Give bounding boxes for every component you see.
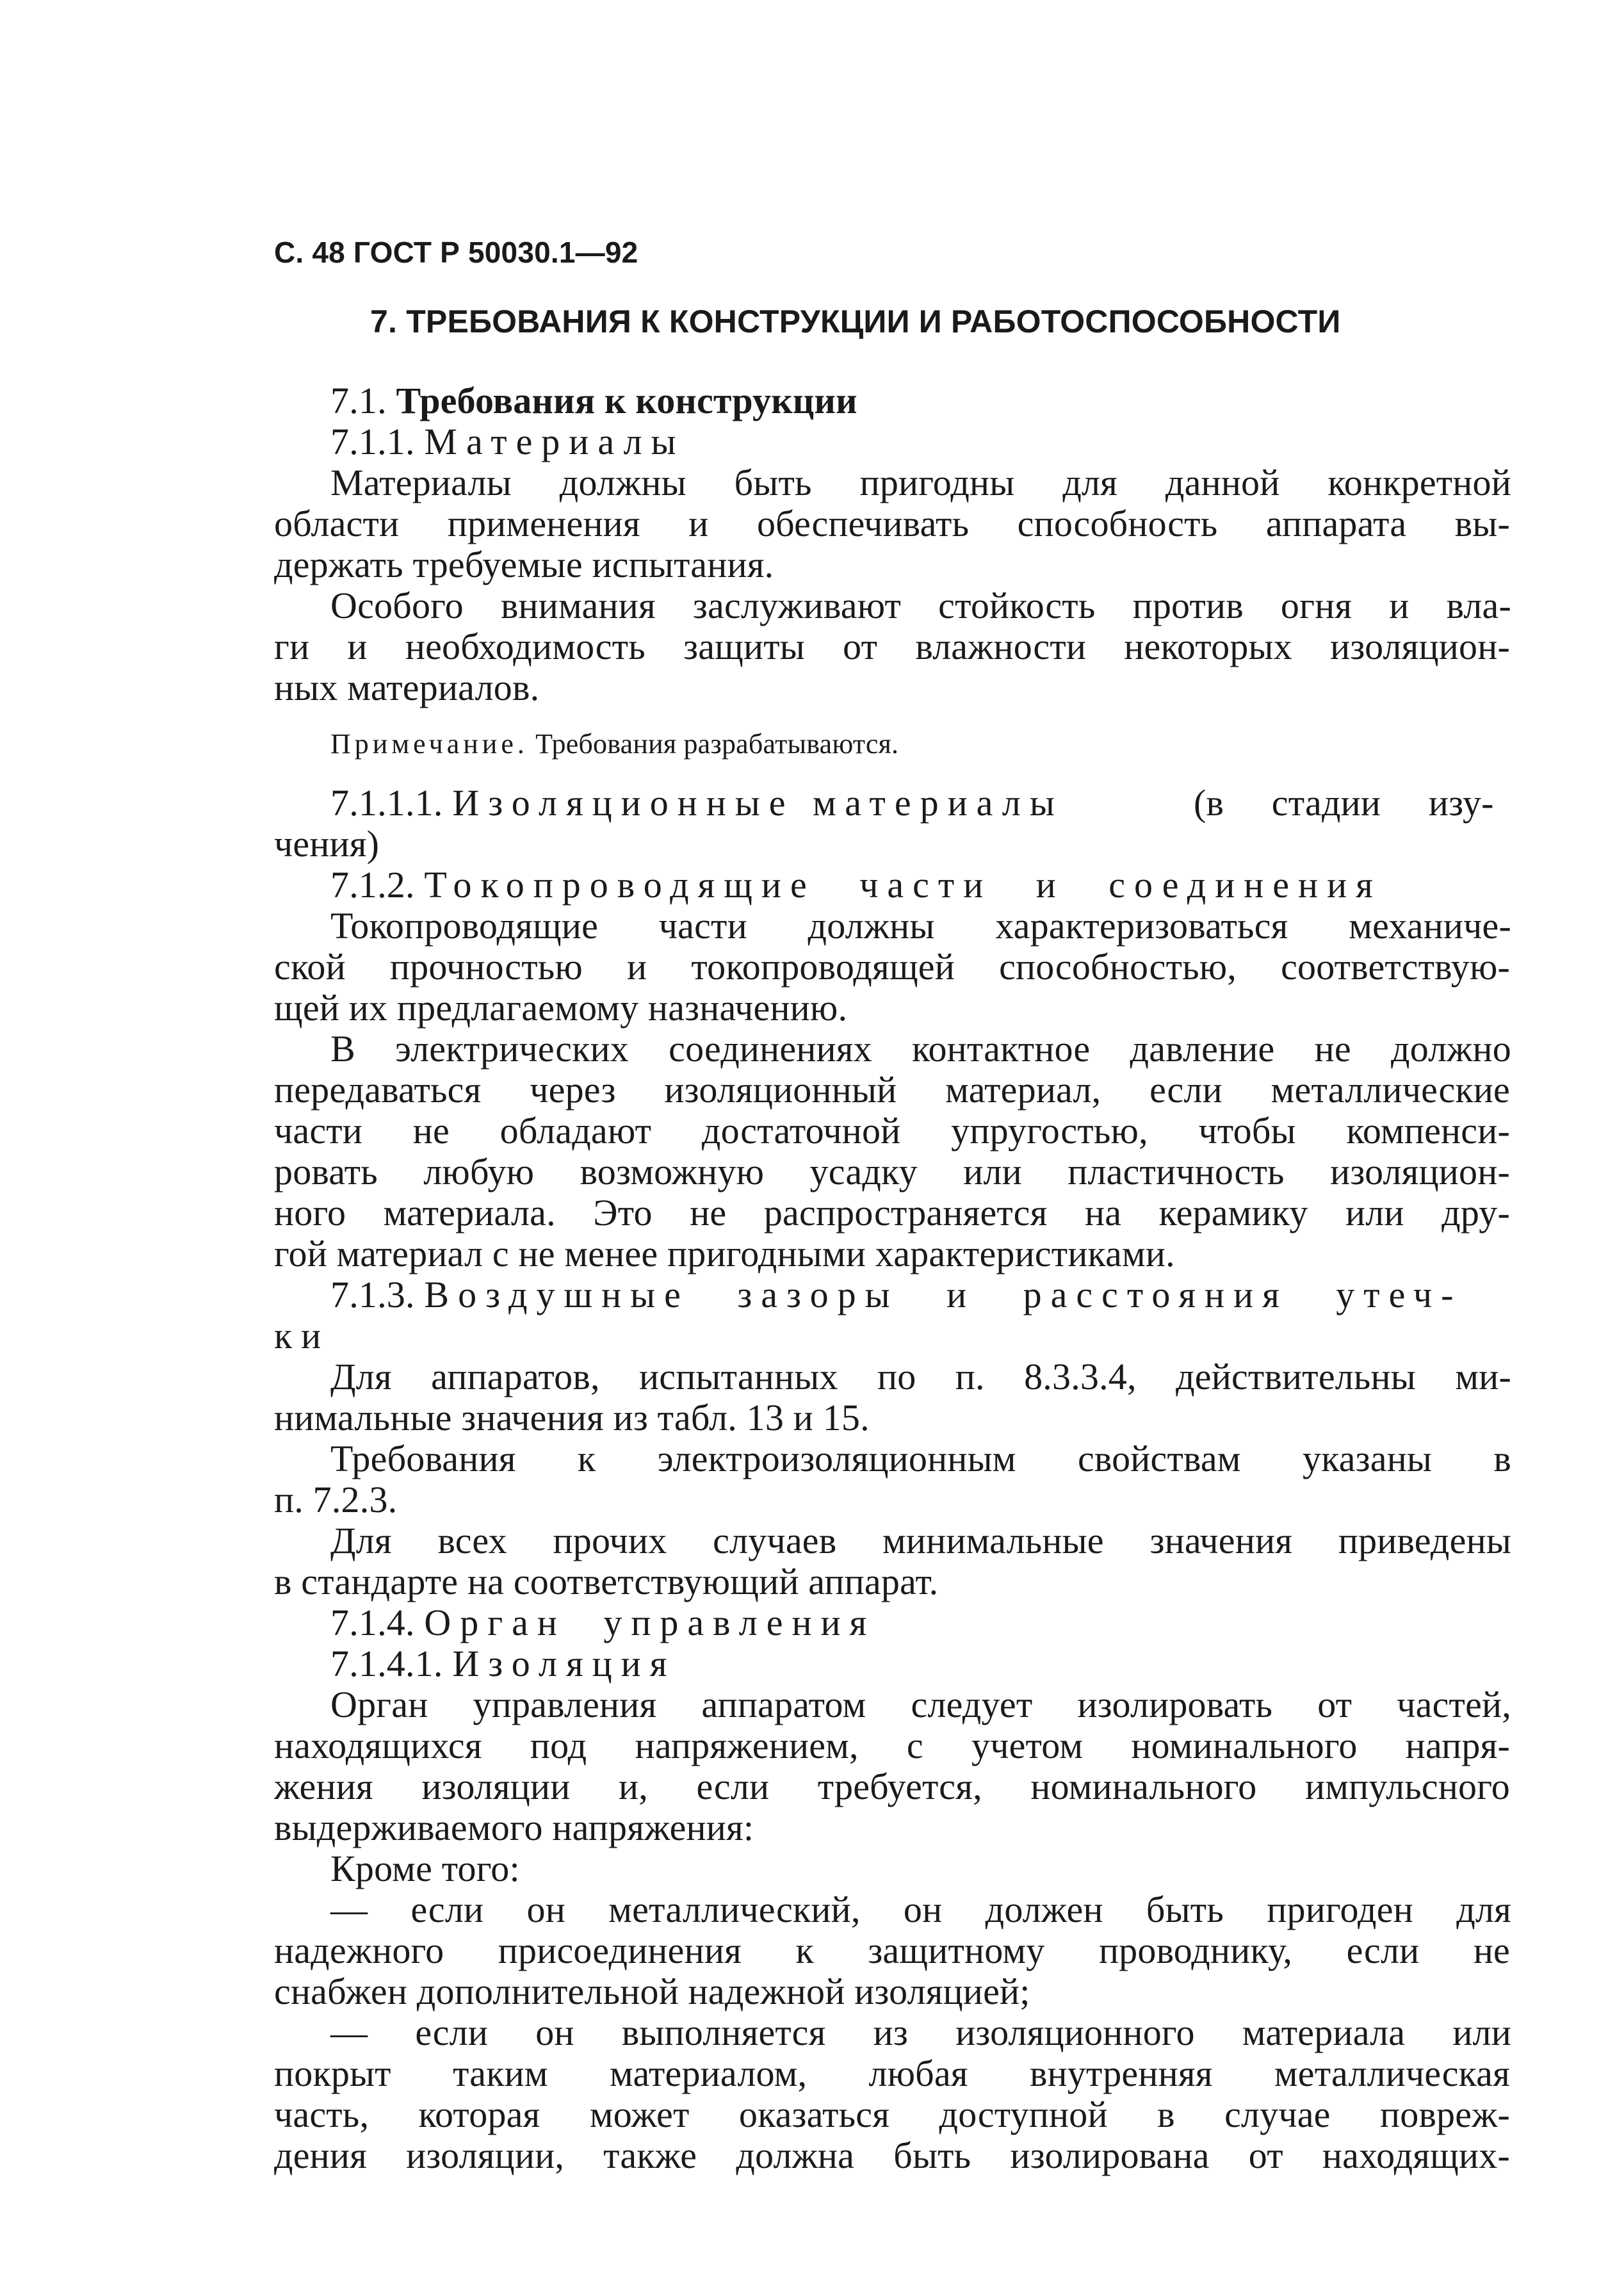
clause-title: Изоляционные материалы [452,782,1064,824]
text-line: ской прочностью и токопроводящей способностью, соответствую- [274,946,1510,988]
clause-title: Орган управления [424,1602,876,1643]
text-line: В электрических соединениях контактное давление не должно [330,1028,1511,1070]
note-label: Примечание. [330,728,528,760]
clause-heading [330,421,685,462]
clause-number: 7.1.1. [330,421,415,462]
list-item-line: надежного присоединения к защитному проводнику, если не [274,1930,1510,1971]
text-line: Токопроводящие части должны характеризоваться механиче- [330,905,1511,947]
text-line: гой материал с не менее пригодными характеристиками. [274,1233,1175,1274]
text-line: выдерживаемого напряжения: [274,1807,754,1848]
text-line: Особого внимания заслуживают стойкость против огня и вла- [330,585,1511,626]
text-line: ки [274,1315,330,1356]
clause-number: 7.1.4.1. [330,1643,443,1684]
text-line: ных материалов. [274,667,540,708]
text-line: Орган управления аппаратом следует изолировать от частей, [330,1684,1511,1725]
text-line: области применения и обеспечивать способность аппарата вы- [274,503,1510,544]
clause-title: Воздушные зазоры и расстояния утеч- [424,1274,1463,1315]
clause-heading [330,865,1382,906]
text-line: держать требуемые испытания. [274,544,774,585]
list-item-line: снабжен дополнительной надежной изоляцией; [274,1971,1030,2012]
subsection-title: Требования к конструкции [396,380,857,421]
list-item-line: — если он выполняется из изоляционного материала или [330,2012,1511,2053]
note-text: Требования разрабатываются. [535,728,899,760]
clause-title: Изоляция [452,1643,676,1684]
text-line: части не обладают достаточной упругостью, чтобы компенси- [274,1110,1510,1152]
text-line: (в стадии изу- [1194,782,1494,824]
text-line: в стандарте на соответствующий аппарат. [274,1561,939,1602]
clause-number: 7.1.2. [330,864,415,906]
text-line: Кроме того: [330,1848,520,1889]
text-line: Для аппаратов, испытанных по п. 8.3.3.4, действительны ми- [330,1356,1511,1397]
clause-heading [330,1643,676,1684]
list-item-line: дения изоляции, также должна быть изолирована от находящих- [274,2135,1510,2176]
text-line: нимальные значения из табл. 13 и 15. [274,1397,870,1438]
clause-title: Токопроводящие части и соединения [424,864,1382,906]
text-line: жения изоляции и, если требуется, номинального импульсного [274,1766,1510,1807]
text-line: находящихся под напряжением, с учетом номинального напря- [274,1725,1510,1766]
text-line: п. 7.2.3. [274,1479,398,1520]
text-line: ги и необходимость защиты от влажности некоторых изоляцион- [274,626,1510,667]
subsection-heading [330,380,857,421]
section-title: 7. ТРЕБОВАНИЯ К КОНСТРУКЦИИ И РАБОТОСПОСОБНОСТИ [370,304,1341,339]
text-line: ного материала. Это не распространяется на керамику или дру- [274,1192,1510,1233]
text-line: Требования к электроизоляционным свойствам указаны в [330,1438,1511,1479]
clause-number: 7.1.3. [330,1274,415,1315]
list-item-line: покрыт таким материалом, любая внутренняя металлическая [274,2053,1510,2094]
clause-heading [330,1274,1462,1315]
note-line [330,724,898,765]
text-line: ровать любую возможную усадку или пластичность изоляцион- [274,1151,1510,1192]
text-line: щей их предлагаемому назначению. [274,987,848,1029]
clause-number: 7.1.4. [330,1602,415,1643]
list-item-line: часть, которая может оказаться доступной в случае повреж- [274,2094,1510,2135]
clause-heading [330,783,1064,824]
text-line: передаваться через изоляционный материал, если металлические [274,1069,1510,1111]
text-line: чения) [274,823,380,865]
subsection-number: 7.1. [330,380,387,421]
clause-number: 7.1.1.1. [330,782,443,824]
text-line: Материалы должны быть пригодны для данной конкретной [330,462,1511,503]
page-header: С. 48 ГОСТ Р 50030.1—92 [274,236,638,269]
list-item-line: — если он металлический, он должен быть пригоден для [330,1889,1511,1930]
clause-title: Материалы [424,421,685,462]
text-line: Для всех прочих случаев минимальные значения приведены [330,1520,1511,1561]
clause-heading [330,1602,875,1643]
